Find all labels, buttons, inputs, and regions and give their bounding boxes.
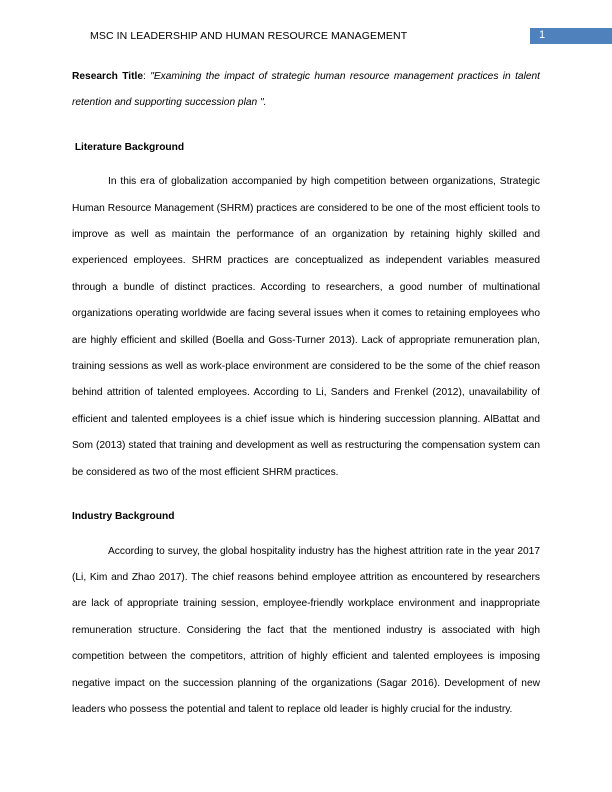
research-title-text: "Examining the impact of strategic human resource management practices in talent retention and supporting succession plan ". (72, 71, 541, 109)
document-body (72, 64, 540, 723)
page-number: 1 (539, 29, 546, 41)
industry-heading: Industry Background (72, 511, 175, 523)
running-header: MSC IN LEADERSHIP AND HUMAN RESOURCE MANAGEMENT (90, 30, 408, 42)
literature-heading: Literature Background (72, 141, 185, 153)
literature-paragraph: In this era of globalization accompanied by high competition between organizations, Strategic Human Resource Management (SHRM) practices are considered to be one of the most efficient tools to improve as well as maintain the performance of an organization by retaining highly skilled and experienced employees. SHRM practices are conceptualized as independent variables measured through a bundle of distinct practices. According to researchers, a good number of multinational organizations operating worldwide are facing several issues when it comes to retaining employees who are highly efficient and skilled (Boella and Goss-Turner 2013). Lack of appropriate remuneration plan, training sessions as well as work-place environment are considered to be the some of the chief reason behind attrition of talented employees. According to Li, Sanders and Frenkel (2012), unavailability of efficient and talented employees is a chief issue which is hindering succession planning. AlBattat and Som (2013) stated that training and development as well as restructuring the compensation system can be considered as two of the most efficient SHRM practices. (72, 176, 540, 478)
research-title-label: Research Title (72, 71, 143, 82)
industry-paragraph: According to survey, the global hospitality industry has the highest attrition rate in the year 2017 (Li, Kim and Zhao 2017). The chief reasons behind employee attrition as encountered by researchers are lack of appropriate training session, employee-friendly workplace environment and inappropriate remuneration structure. Considering the fact that the mentioned industry is associated with high competition between the competitors, attrition of highly efficient and talented employees is imposing negative impact on the succession planning of the organizations (Sagar 2016). Development of new leaders who possess the potential and talent to replace old leader is highly crucial for the industry. (72, 545, 540, 715)
page-number-bar (530, 28, 612, 44)
research-title-paragraph (72, 64, 540, 117)
research-title-separator: : (143, 71, 151, 82)
